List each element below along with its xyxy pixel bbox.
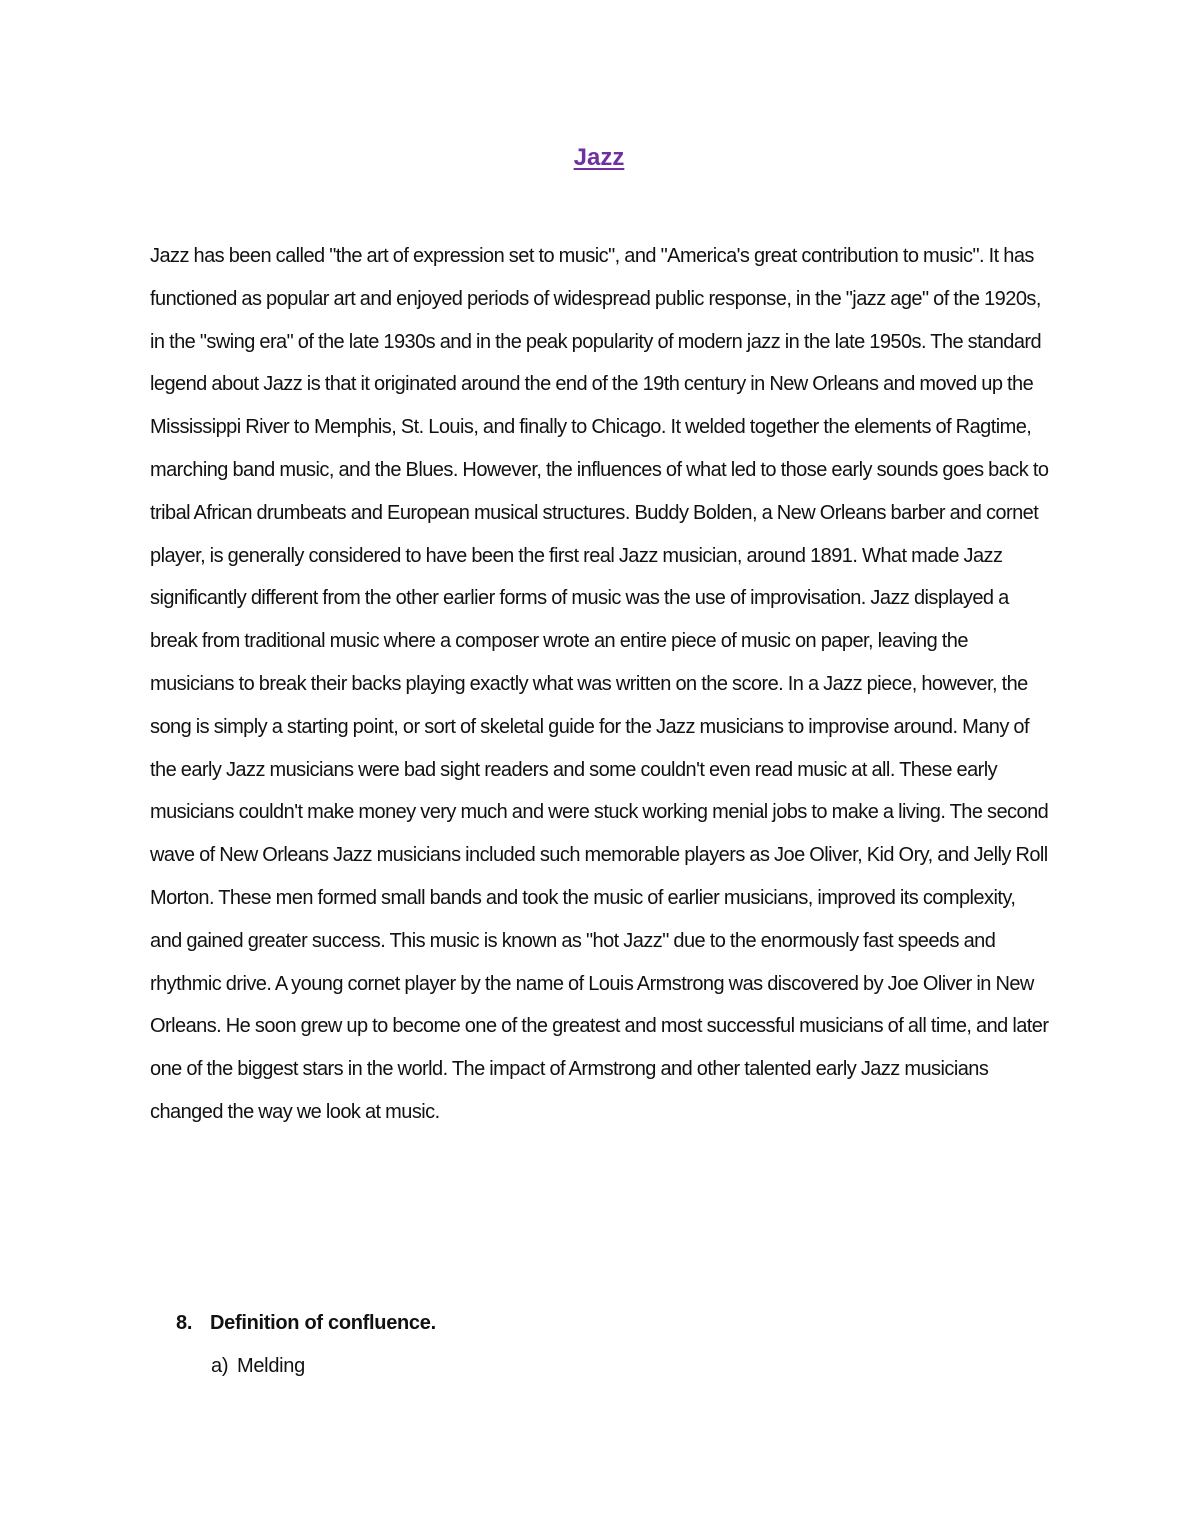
question-number: 8.: [176, 1312, 193, 1334]
question-item: [176, 1307, 436, 1339]
option-text: Melding: [237, 1355, 305, 1377]
question-text: Definition of confluence.: [210, 1312, 436, 1334]
answer-option: [211, 1350, 305, 1382]
passage-paragraph: Jazz has been called "the art of expression set to music", and "America's great contribution to music". It has functioned as popular art and enjoyed periods of widespread public response, in the "jazz age" of the 1920s, in the "swing era" of the late 1930s and in the peak popularity of modern jazz in the late 1950s. The standard legend about Jazz is that it originated around the end of the 19th century in New Orleans and moved up the Mississippi River to Memphis, St. Louis, and finally to Chicago. It welded together the elements of Ragtime, marching band music, and the Blues. However, the influences of what led to those early sounds goes back to tribal African drumbeats and European musical structures. Buddy Bolden, a New Orleans barber and cornet player, is generally considered to have been the first real Jazz musician, around 1891. What made Jazz significantly different from the other earlier forms of music was the use of improvisation. Jazz displayed a break from traditional music where a composer wrote an entire piece of music on paper, leaving the musicians to break their backs playing exactly what was written on the score. In a Jazz piece, however, the song is simply a starting point, or sort of skeletal guide for the Jazz musicians to improvise around. Many of the early Jazz musicians were bad sight readers and some couldn't even read music at all. These early musicians couldn't make money very much and were stuck working menial jobs to make a living. The second wave of New Orleans Jazz musicians included such memorable players as Joe Oliver, Kid Ory, and Jelly Roll Morton. These men formed small bands and took the music of earlier musicians, improved its complexity, and gained greater success. This music is known as "hot Jazz" due to the enormously fast speeds and rhythmic drive. A young cornet player by the name of Louis Armstrong was discovered by Joe Oliver in New Orleans. He soon grew up to become one of the greatest and most successful musicians of all time, and later one of the biggest stars in the world. The impact of Armstrong and other talented early Jazz musicians changed the way we look at music.: [150, 245, 1049, 1123]
option-letter: a): [211, 1355, 229, 1377]
document-title: Jazz: [573, 144, 625, 171]
